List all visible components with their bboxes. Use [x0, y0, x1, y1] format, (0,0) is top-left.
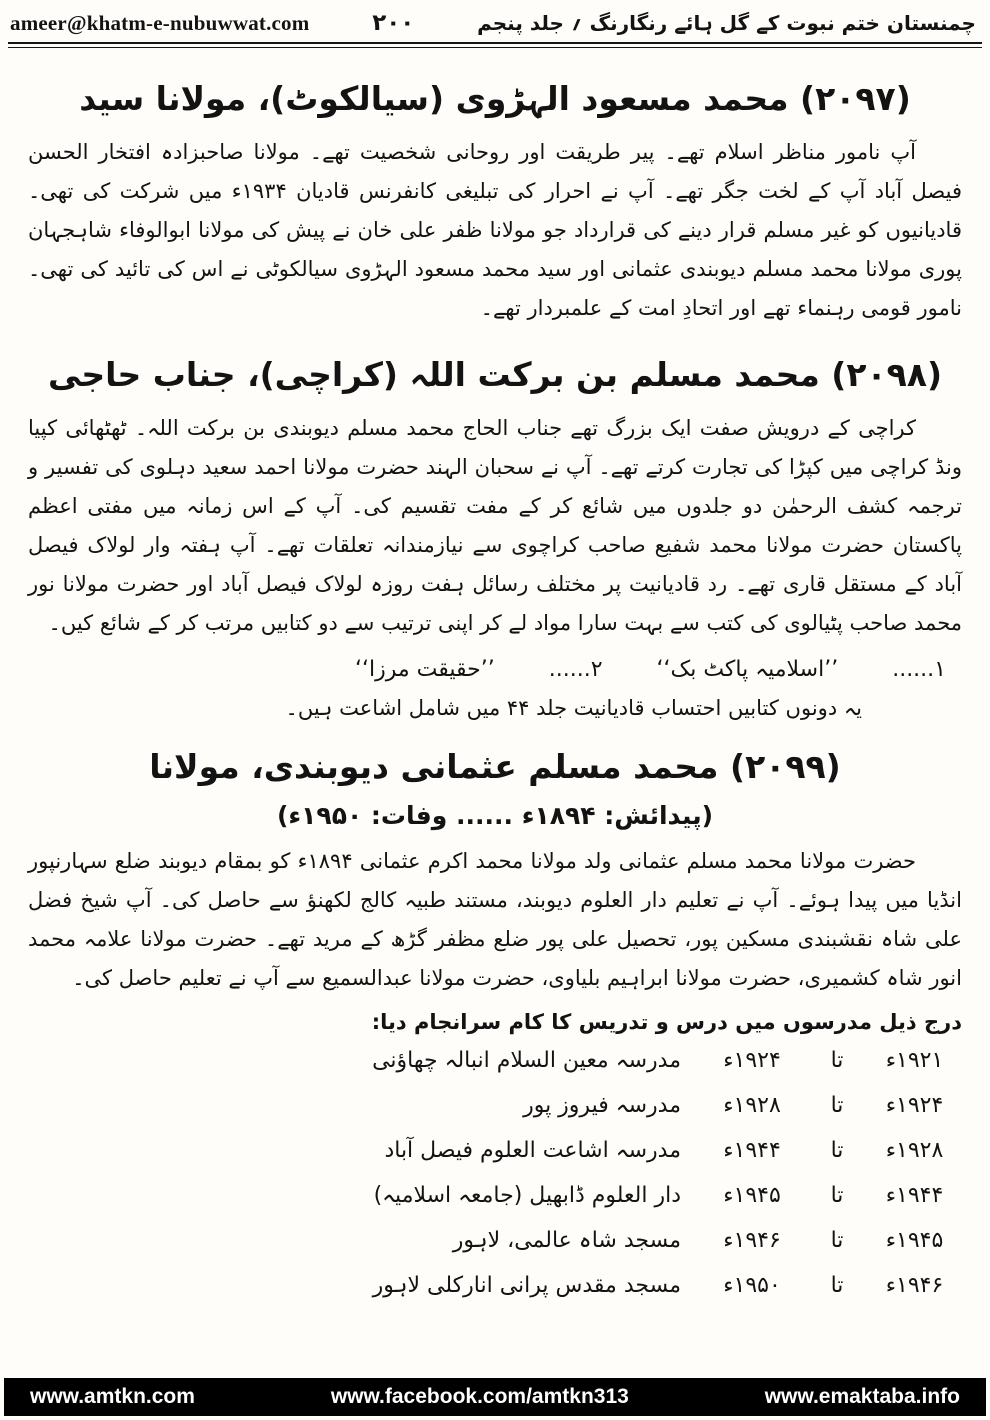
school-name: مسجد مقدس پرانی انارکلی لاہور	[372, 1272, 681, 1298]
schools-table-row	[352, 1218, 962, 1263]
school-to-year: ۱۹۴۴ء	[723, 1137, 781, 1163]
footer-url-left: www.amtkn.com	[30, 1385, 195, 1408]
school-name: مدرسہ اشاعت العلوم فیصل آباد	[384, 1137, 681, 1163]
books-list-line	[28, 643, 962, 682]
school-range-separator: تا	[830, 1092, 844, 1118]
school-from-year: ۱۹۲۱ء	[885, 1047, 944, 1073]
books-note-line: یہ دونوں کتابیں احتساب قادیانیت جلد ۴۴ میں شامل اشاعت ہیں۔	[285, 695, 862, 720]
school-name: مدرسہ معین السلام انبالہ چھاؤنی	[372, 1047, 681, 1073]
footer-url-center: www.facebook.com/amtkn313	[330, 1385, 629, 1408]
entry-birth-death-line: (پیدائش: ۱۸۹۴ء ...... وفات: ۱۹۵۰ء)	[276, 800, 714, 830]
school-from-year: ۱۹۴۴ء	[885, 1182, 944, 1208]
school-range-separator: تا	[830, 1227, 844, 1253]
page-content	[0, 48, 990, 1308]
schools-table-row	[352, 1128, 962, 1173]
school-from-year: ۱۹۲۸ء	[885, 1137, 944, 1163]
schools-table-intro: درج ذیل مدرسوں میں درس و تدریس کا کام سرانجام دیا:	[371, 1009, 962, 1034]
school-name: مسجد شاہ عالمی، لاہور	[452, 1227, 681, 1253]
school-range-separator: تا	[830, 1272, 844, 1298]
school-to-year: ۱۹۲۴ء	[723, 1047, 781, 1073]
schools-table-row	[352, 1263, 962, 1308]
school-from-year: ۱۹۲۴ء	[885, 1092, 944, 1118]
book-item-number: ۱......	[892, 656, 946, 682]
school-name: دار العلوم ڈابھیل (جامعہ اسلامیہ)	[373, 1182, 681, 1208]
schools-table-row	[352, 1083, 962, 1128]
school-to-year: ۱۹۲۸ء	[723, 1092, 781, 1118]
school-from-year: ۱۹۴۶ء	[885, 1272, 944, 1298]
book-item-title: ’’اسلامیہ پاکٹ بک‘‘	[656, 656, 839, 682]
school-to-year: ۱۹۵۰ء	[723, 1272, 781, 1298]
school-from-year: ۱۹۴۵ء	[885, 1227, 944, 1253]
school-range-separator: تا	[830, 1182, 844, 1208]
schools-table-row	[352, 1038, 962, 1083]
school-name: مدرسہ فیروز پور	[523, 1092, 681, 1118]
school-to-year: ۱۹۴۵ء	[723, 1182, 781, 1208]
book-item-number: ۲......	[548, 656, 603, 682]
header-email-text: ameer@khatm-e-nubuwwat.com	[10, 11, 310, 35]
schools-table-row	[352, 1173, 962, 1218]
school-range-separator: تا	[830, 1137, 844, 1163]
entry-heading-2097: (۲۰۹۷) محمد مسعود الہڑوی (سیالکوٹ)، مولانا سید	[79, 79, 911, 118]
footer-url-right: www.emaktaba.info	[764, 1385, 960, 1408]
page-header	[0, 0, 990, 40]
book-item-title: ’’حقیقت مرزا‘‘	[355, 656, 495, 682]
schools-table	[352, 1038, 962, 1308]
entry-body-2099: حضرت مولانا محمد مسلم عثمانی ولد مولانا محمد اکرم عثمانی ۱۸۹۴ء کو بمقام دیوبند ضلع سہارنپور انڈیا میں پیدا ہوئے۔ آپ نے تعلیم دار العلوم دیوبند، مستند طبیہ کالج لکھنؤ سے حاصل کی۔ آپ شیخ فضل علی شاہ نقشبندی مسکین پور، تحصیل علی پور ضلع مظفر گڑھ کے مرید تھے۔ حضرت مولانا علامہ محمد انور شاہ کشمیری، حضرت مولانا ابراہیم بلیاوی، حضرت مولانا عبدالسمیع سے آپ نے تعلیم حاصل کی۔	[28, 848, 962, 990]
school-range-separator: تا	[830, 1047, 844, 1073]
school-to-year: ۱۹۴۶ء	[723, 1227, 781, 1253]
entry-heading-2099: (۲۰۹۹) محمد مسلم عثمانی دیوبندی، مولانا	[149, 746, 841, 786]
header-page-number: ۲۰۰	[372, 10, 415, 36]
footer-url-bar	[4, 1378, 986, 1416]
entry-body-2098: کراچی کے درویش صفت ایک بزرگ تھے جناب الحاج محمد مسلم دیوبندی بن برکت اللہ۔ ٹھٹھائی کپیا ونڈ کراچی میں کپڑا کی تجارت کرتے تھے۔ آپ نے سحبان الہند حضرت مولانا احمد سعید دہلوی کی تفسیر و ترجمہ کشف الرحمٰن دو جلدوں میں شائع کر کے مفت تقسیم کی۔ آپ کے اس زمانہ میں مفتی اعظم پاکستان حضرت مولانا محمد شفیع صاحب کراچوی سے نیازمندانہ تعلقات تھے۔ آپ ہفتہ وار لولاک فیصل آباد کے مستقل قاری تھے۔ رد قادیانیت پر مختلف رسائل ہفت روزہ لولاک فیصل آباد اور حضرت مولانا نور محمد صاحب پٹیالوی کی کتب سے بہت سارا مواد لے کر اپنی ترتیب سے دو کتابیں مرتب کر کے شائع کیں۔	[28, 415, 962, 635]
entry-body-2097: آپ نامور مناظر اسلام تھے۔ پیر طریقت اور روحانی شخصیت تھے۔ مولانا صاحبزادہ افتخار الحسن فیصل آباد آپ کے لخت جگر تھے۔ آپ نے احرار کی تبلیغی کانفرنس قادیان ۱۹۳۴ء میں شرکت کی تھی۔ قادیانیوں کو غیر مسلم قرار دینے کی قرارداد جو مولانا ظفر علی خان نے پیش کی مولانا ابوالوفاء شاہجہان پوری مولانا محمد مسلم دیوبندی عثمانی اور سید محمد مسعود الہڑوی سیالکوٹی نے اس کی تائید کی تھی۔ نامور قومی رہنماء تھے اور اتحادِ امت کے علمبردار تھے۔	[28, 139, 963, 320]
header-book-title: چمنستان ختم نبوت کے گل ہائے رنگارنگ ؍ جلد پنجم	[477, 11, 976, 35]
entry-heading-2098: (۲۰۹۸) محمد مسلم بن برکت اللہ (کراچی)، جناب حاجی	[47, 354, 943, 394]
